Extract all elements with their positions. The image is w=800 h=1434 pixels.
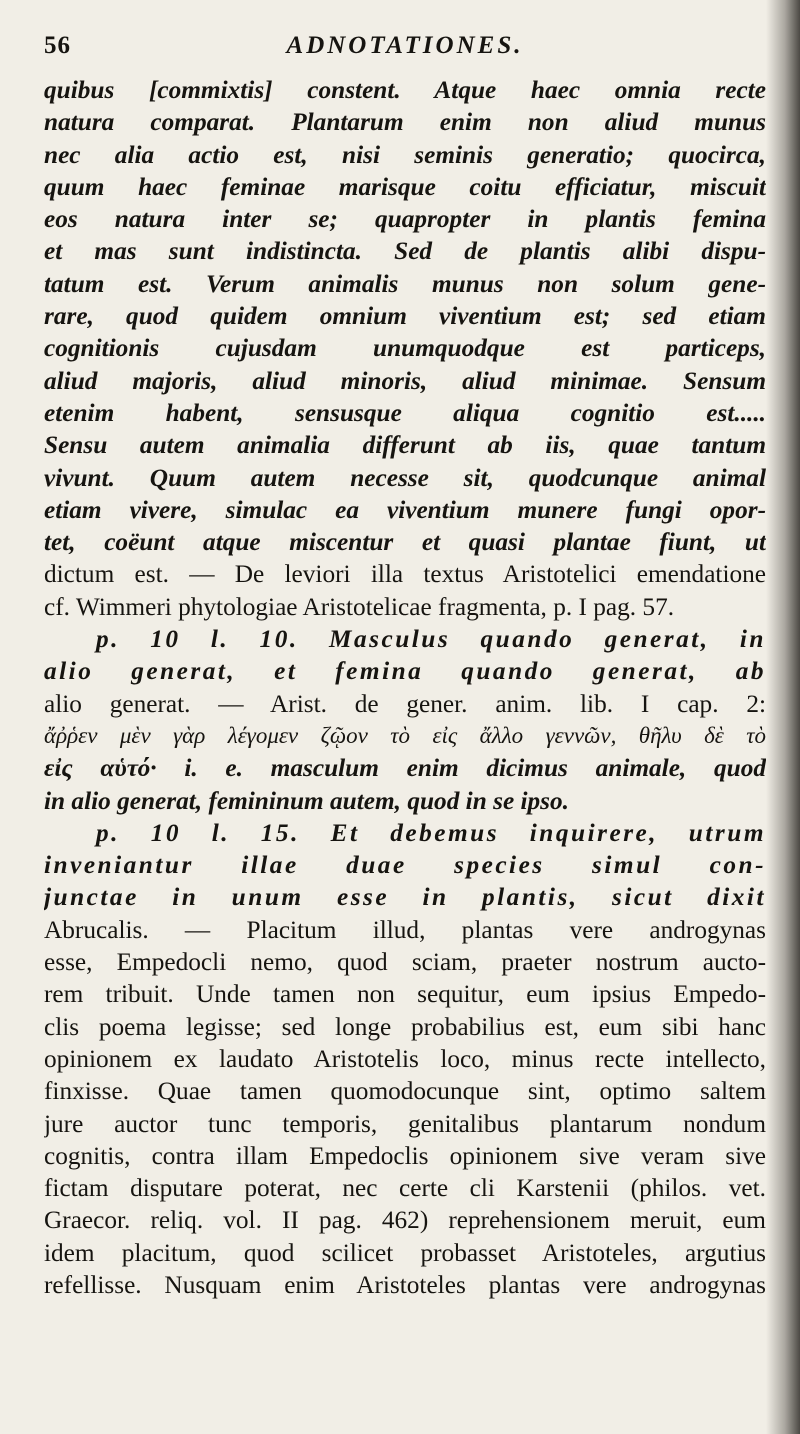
text-line: alio generat. — Arist. de gener. anim. lib. I cap. 2: bbox=[44, 689, 766, 718]
text-line: cognitis, contra illam Empedoclis opinionem sive veram sive bbox=[44, 1141, 766, 1170]
text-line: quum haec feminae marisque coitu efficiatur, miscuit bbox=[44, 172, 766, 201]
text-line: aliud majoris, aliud minoris, aliud minimae. Sensum bbox=[44, 366, 766, 395]
text-line: jure auctor tunc temporis, genitalibus plantarum nondum bbox=[44, 1109, 766, 1138]
lemma-line: p. 10 l. 15. Et debemus inquirere, utrum bbox=[96, 818, 766, 847]
running-header bbox=[44, 30, 766, 74]
lemma-line: inveniantur illae duae species simul con- bbox=[44, 851, 766, 880]
text-line: idem placitum, quod scilicet probasset Aristoteles, argutius bbox=[44, 1238, 766, 1267]
text-line: eos natura inter se; quapropter in plantis femina bbox=[44, 205, 766, 234]
text-line: in alio generat, femininum autem, quod in se ipso. bbox=[44, 786, 569, 815]
text-line: rem tribuit. Unde tamen non sequitur, eum ipsius Empedo- bbox=[44, 980, 766, 1009]
lemma-line: junctae in unum esse in plantis, sicut dixit bbox=[44, 883, 766, 912]
text-line: rare, quod quidem omnium viventium est; sed etiam bbox=[44, 302, 766, 331]
text-line: etiam vivere, simulac ea viventium munere fungi opor- bbox=[44, 495, 766, 524]
text-line: nec alia actio est, nisi seminis generatio; quocirca, bbox=[44, 140, 766, 169]
running-title: ADNOTATIONES. bbox=[286, 32, 524, 59]
text-line: natura comparat. Plantarum enim non aliud munus bbox=[44, 108, 766, 137]
page-number: 56 bbox=[44, 32, 71, 59]
text-line: εἰς αὑτό· i. e. masculum enim dicimus animale, quod bbox=[44, 754, 766, 783]
lemma-line: p. 10 l. 10. Masculus quando generat, in bbox=[96, 625, 766, 654]
text-line: vivunt. Quum autem necesse sit, quodcunque animal bbox=[44, 463, 766, 492]
text-line: quibus [commixtis] constent. Atque haec omnia recte bbox=[44, 76, 766, 104]
text-line: opinionem ex laudato Aristotelis loco, minus recte intellecto, bbox=[44, 1044, 766, 1073]
text-line: cf. Wimmeri phytologiae Aristotelicae fragmenta, p. I pag. 57. bbox=[44, 592, 675, 621]
text-line: Sensu autem animalia differunt ab iis, quae tantum bbox=[44, 431, 766, 460]
text-line: fictam disputare poterat, nec certe cli Karstenii (philos. vet. bbox=[44, 1174, 766, 1203]
book-page bbox=[44, 30, 766, 1410]
text-line: refellisse. Nusquam enim Aristoteles plantas vere androgynas bbox=[44, 1270, 766, 1299]
body-text bbox=[44, 74, 766, 1301]
text-line: tatum est. Verum animalis munus non solum gene- bbox=[44, 269, 766, 298]
lemma-line: alio generat, et femina quando generat, ab bbox=[44, 657, 766, 686]
text-line: finxisse. Quae tamen quomodocunque sint, optimo saltem bbox=[44, 1077, 766, 1106]
greek-line: ἄῤῥεν μὲν γὰρ λέγομεν ζῷον τὸ εἰς ἄλλο γεννῶν, θῆλυ δὲ τὸ bbox=[44, 722, 766, 748]
text-line: tet, coëunt atque miscentur et quasi plantae fiunt, ut bbox=[44, 528, 766, 557]
text-line: et mas sunt indistincta. Sed de plantis alibi dispu- bbox=[44, 237, 766, 266]
text-line: clis poema legisse; sed longe probabilius est, eum sibi hanc bbox=[44, 1012, 766, 1041]
page-gutter-shadow bbox=[766, 0, 800, 1434]
text-line: Graecor. reliq. vol. II pag. 462) reprehensionem meruit, eum bbox=[44, 1206, 766, 1235]
text-line: cognitionis cujusdam unumquodque est particeps, bbox=[44, 334, 766, 363]
text-line: dictum est. — De leviori illa textus Aristotelici emendatione bbox=[44, 560, 766, 589]
text-line: etenim habent, sensusque aliqua cognitio est..... bbox=[44, 398, 766, 427]
text-line: esse, Empedocli nemo, quod sciam, praeter nostrum aucto- bbox=[44, 948, 766, 977]
text-line: Abrucalis. — Placitum illud, plantas vere androgynas bbox=[44, 915, 766, 944]
